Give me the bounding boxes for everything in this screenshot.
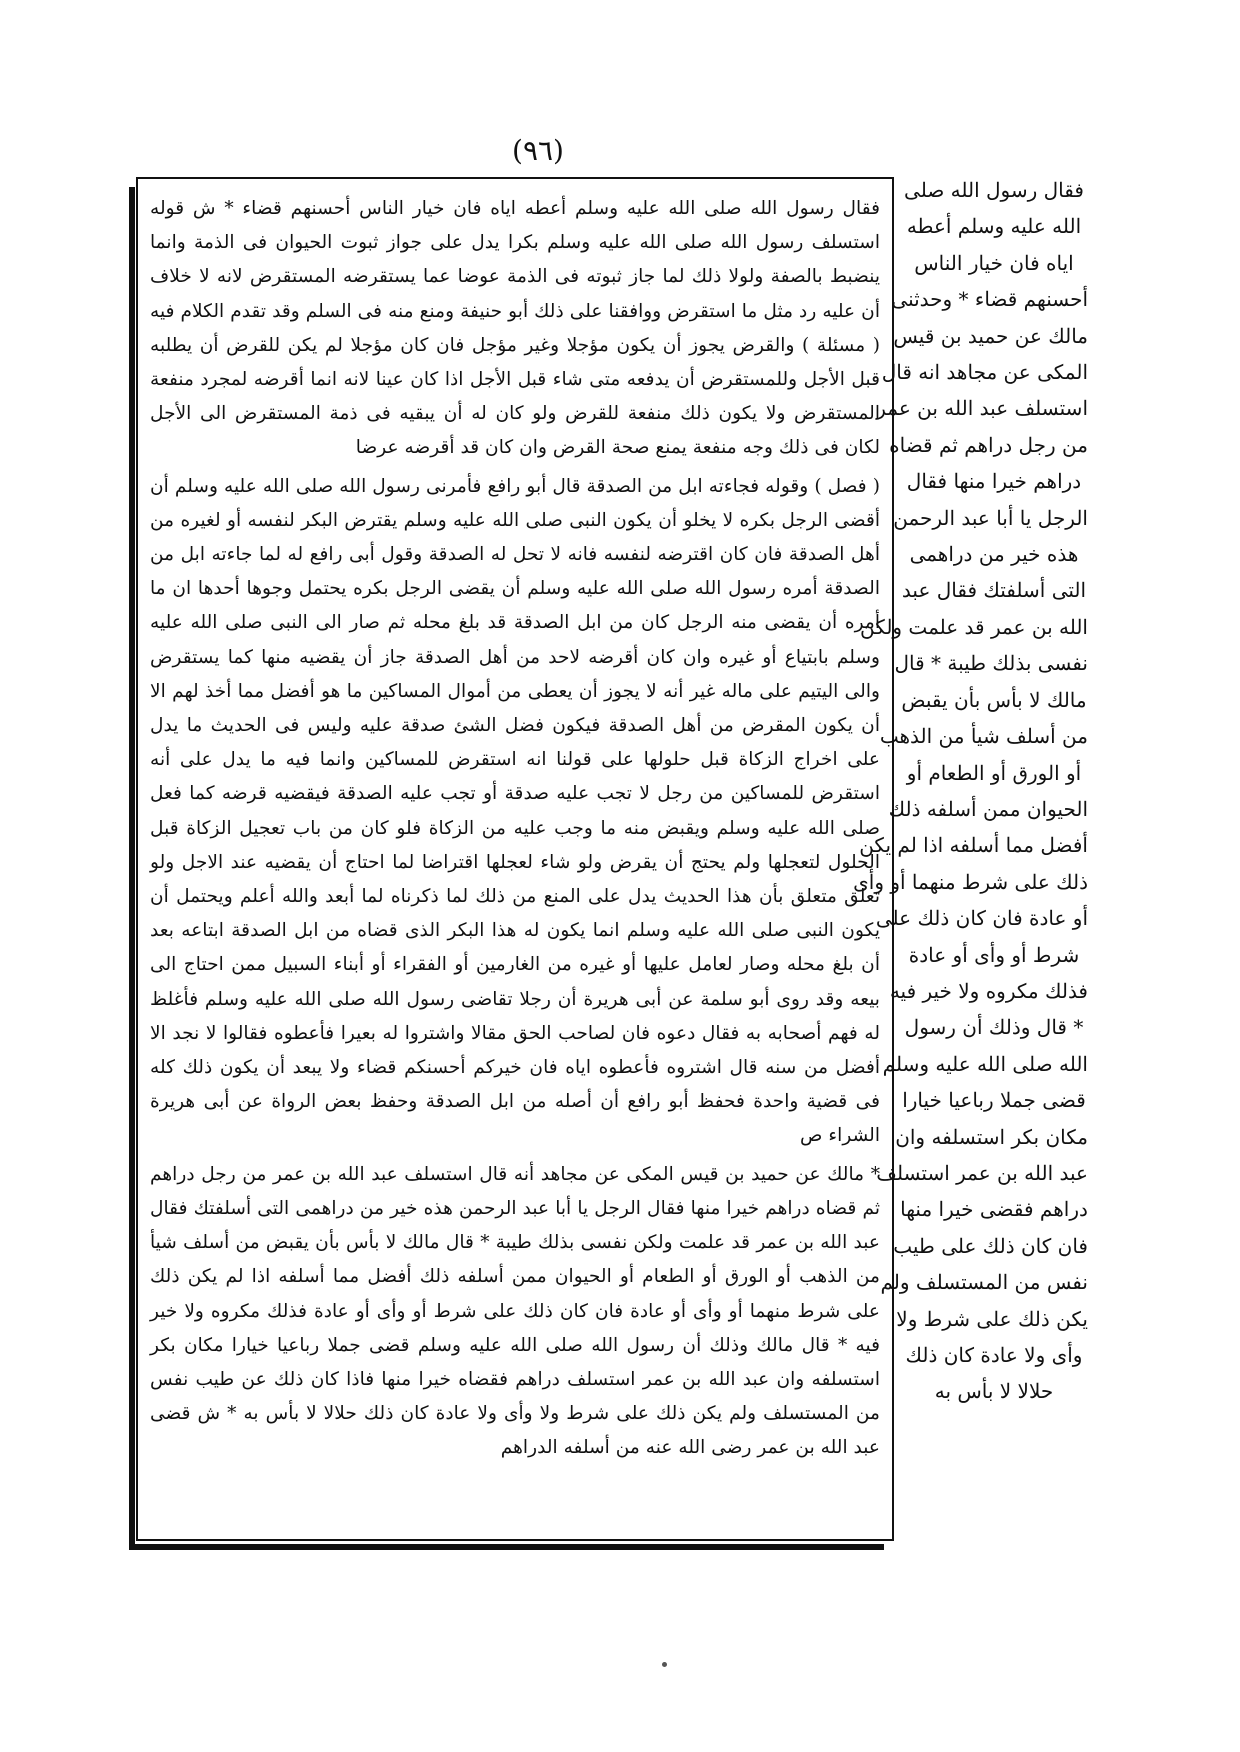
commentary-paragraph: * مالك عن حميد بن قيس المكى عن مجاهد أنه قال استسلف عبد الله بن عمر من رجل دراهم ثم قضاه دراهم خيرا منها فقال الرجل يا أبا عبد الرحمن هذه خير من دراهمى التى أسلفتك فقال عبد الله بن عمر قد علمت ولكن نفسى بذلك طيبة * قال مالك لا بأس بأن يقبض من أسلف شيأ من الذهب أو الورق أو الطعام أو الحيوان ممن أسلفه ذلك أفضل مما أسلفه اذا لم يكن ذلك على شرط منهما أو وأى أو عادة فان كان ذلك على شرط أو وأى أو عادة فذلك مكروه ولا خير فيه * قال مالك وذلك أن رسول الله صلى الله عليه وسلم قضى جملا رباعيا خيارا مكان بكر استسلفه وان عبد الله بن عمر استسلف دراهم فقضاه خيرا منها فاذا كان ذلك عن طيب نفس من المستسلف ولم يكن ذلك على شرط ولا وأى ولا عادة كان ذلك حلالا لا بأس به * ش قضى عبد الله بن عمر رضى الله عنه من أسلفه الدراهم	[150, 1163, 880, 1459]
commentary-paragraph: ( فصل ) وقوله فجاءته ابل من الصدقة قال أبو رافع فأمرنى رسول الله صلى الله عليه وسلم أن أقضى الرجل بكره لا يخلو أن يكون النبى صلى الله عليه وسلم يقترض البكر لنفسه أو لغيره من أهل الصدقة فان كان اقترضه لنفسه فانه لا تحل له الصدقة وقول أبى رافع له لما جاءته ابل من الصدقة أمره رسول الله صلى الله عليه وسلم أن يقضى الرجل بكره يحتمل وجوها أحدها ان ما أمره أن يقضى منه الرجل كان من ابل الصدقة قد بلغ محله ثم صار الى النبى صلى الله عليه وسلم بابتياع أو غيره وان كان أقرضه لاحد من أهل الصدقة جاز أن يقضيه منها كما يستقرض والى اليتيم على ماله غير أنه لا يجوز أن يعطى من أموال المساكين ما هو أفضل مما أخذ لهم الا أن يكون المقرض من أهل الصدقة فيكون فضل الشئ صدقة عليه وليس فى الحديث ما يدل على اخراج الزكاة قبل حلولها على قولنا انه استقرض للمساكين وانما فيه ما يدل على أنه استقرض للمساكين من رجل لا تجب عليه صدقة أو تجب عليه الصدقة فيقضيه قرضه كما فعل صلى الله عليه وسلم ويقبض منه ما وجب عليه من الزكاة فلو كان من باب تعجيل الزكاة قبل الحلول لتعجلها ولم يحتج أن يقرض ولو شاء لعجلها اقتراضا لما احتاج أن يقضيه عند الاجل ولو تعلق متعلق بأن هذا الحديث يدل على المنع من ذلك لما ذكرناه لما أبعد والله أعلم ويحتمل أن يكون النبى صلى الله عليه وسلم انما يكون له هذا البكر الذى قضاه من ابل الصدقة ابتاعه بعد أن بلغ محله وصار لعامل عليها أو غيره من الغارمين أو الفقراء أو أبناء السبيل ممن احتاج الى بيعه وقد روى أبو سلمة عن أبى هريرة أن رجلا تقاضى رسول الله صلى الله عليه وسلم فأغلظ له فهم أصحابه به فقال دعوه فان لصاحب الحق مقالا واشتروا له بعيرا فأعطوه فقالوا لا نجد الا أفضل من سنه قال اشتروه فأعطوه اياه فان خيركم أحسنكم قضاء ولا يبعد أن يكون ذلك كله فى قضية واحدة فحفظ أبو رافع أن أصله من ابل الصدقة وحفظ بعض الرواة عن أبى هريرة الشراء ص	[150, 475, 880, 1147]
margin-line: الحيوان ممن أسلفه ذلك	[888, 796, 1088, 821]
margin-line: فذلك مكروه ولا خير فيه	[889, 978, 1088, 1003]
margin-line: فقال رسول الله صلى	[904, 178, 1084, 202]
margin-text-column	[853, 172, 1088, 1482]
margin-line: حلالا لا بأس به	[934, 1379, 1054, 1404]
margin-line: اياه فان خيار الناس	[914, 250, 1074, 275]
margin-line: الله بن عمر قد علمت ولكن	[860, 614, 1088, 639]
margin-line: فان كان ذلك على طيب	[893, 1233, 1088, 1258]
margin-line: أفضل مما أسلفه اذا لم يكن	[859, 833, 1088, 858]
page-number: (٩٦)	[512, 134, 564, 167]
margin-line: نفس من المستسلف ولم	[880, 1270, 1088, 1295]
margin-line: التى أسلفتك فقال عبد	[901, 578, 1087, 603]
margin-line: أو عادة فان كان ذلك على	[875, 906, 1088, 931]
margin-line: مالك عن حميد بن قيس	[893, 323, 1088, 348]
margin-line: دراهم خيرا منها فقال	[906, 469, 1082, 494]
margin-line: الله صلى الله عليه وسلم	[882, 1051, 1088, 1076]
commentary-paragraph: فقال رسول الله صلى الله عليه وسلم أعطه اياه فان خيار الناس أحسنهم قضاء * ش قوله استسلف رسول الله صلى الله عليه وسلم بكرا يدل على جواز ثبوت الحيوان فى الذمة وانما ينضبط بالصفة ولولا ذلك لما جاز ثبوته فى الذمة عوضا عما يستقرضه المستقرض لانه لا خلاف أن عليه رد مثل ما استقرض ووافقنا على ذلك أبو حنيفة ومنع منه فى السلم وقد تقدم الكلام فيه ( مسئلة ) والقرض يجوز أن يكون مؤجلا وغير مؤجل فان كان مؤجلا لم يكن للقرض أن يطلبه قبل الأجل وللمستقرض أن يدفعه متى شاء قبل الأجل اذا كان عينا لانه انما أقرضه لمجرد منفعة المستقرض ولا يكون ذلك منفعة للقرض ولو كان له أن يبقيه فى ذمة المستقرض الى الأجل لكان فى ذلك وجه منفعة يمنع صحة القرض وان كان قد أقرضه عرضا	[150, 198, 880, 459]
margin-line: المكى عن مجاهد انه قال	[881, 360, 1088, 385]
margin-line: مالك لا بأس بأن يقبض	[901, 687, 1087, 712]
margin-line: وأى ولا عادة كان ذلك	[905, 1343, 1083, 1367]
margin-line: استسلف عبد الله بن عمر	[876, 396, 1088, 421]
margin-line: نفسى بذلك طيبة * قال	[894, 651, 1088, 676]
margin-line: * قال وذلك أن رسول	[904, 1015, 1084, 1040]
margin-line: يكن ذلك على شرط ولا	[896, 1306, 1088, 1331]
margin-line: من أسلف شيأ من الذهب	[879, 724, 1088, 749]
margin-line: دراهم فقضى خيرا منها	[900, 1197, 1088, 1222]
margin-line: شرط أو وأى أو عادة	[908, 942, 1080, 967]
stray-dot	[662, 1662, 667, 1667]
margin-line: الله عليه وسلم أعطه	[906, 214, 1082, 239]
margin-line: من رجل دراهم ثم قضاه	[889, 432, 1088, 457]
margin-line: ذلك على شرط منهما أو وأى	[853, 869, 1088, 894]
margin-line: عبد الله بن عمر استسلف	[876, 1160, 1088, 1185]
margin-line: أو الورق أو الطعام أو	[906, 760, 1082, 785]
commentary-column	[150, 192, 880, 1532]
margin-line: أحسنهم قضاء * وحدثنى	[891, 287, 1088, 312]
margin-line: قضى جملا رباعيا خيارا	[902, 1088, 1086, 1113]
margin-line: هذه خير من دراهمى	[909, 542, 1079, 567]
margin-line: الرجل يا أبا عبد الرحمن	[893, 505, 1088, 530]
margin-line: مكان بكر استسلفه وان	[895, 1124, 1088, 1149]
